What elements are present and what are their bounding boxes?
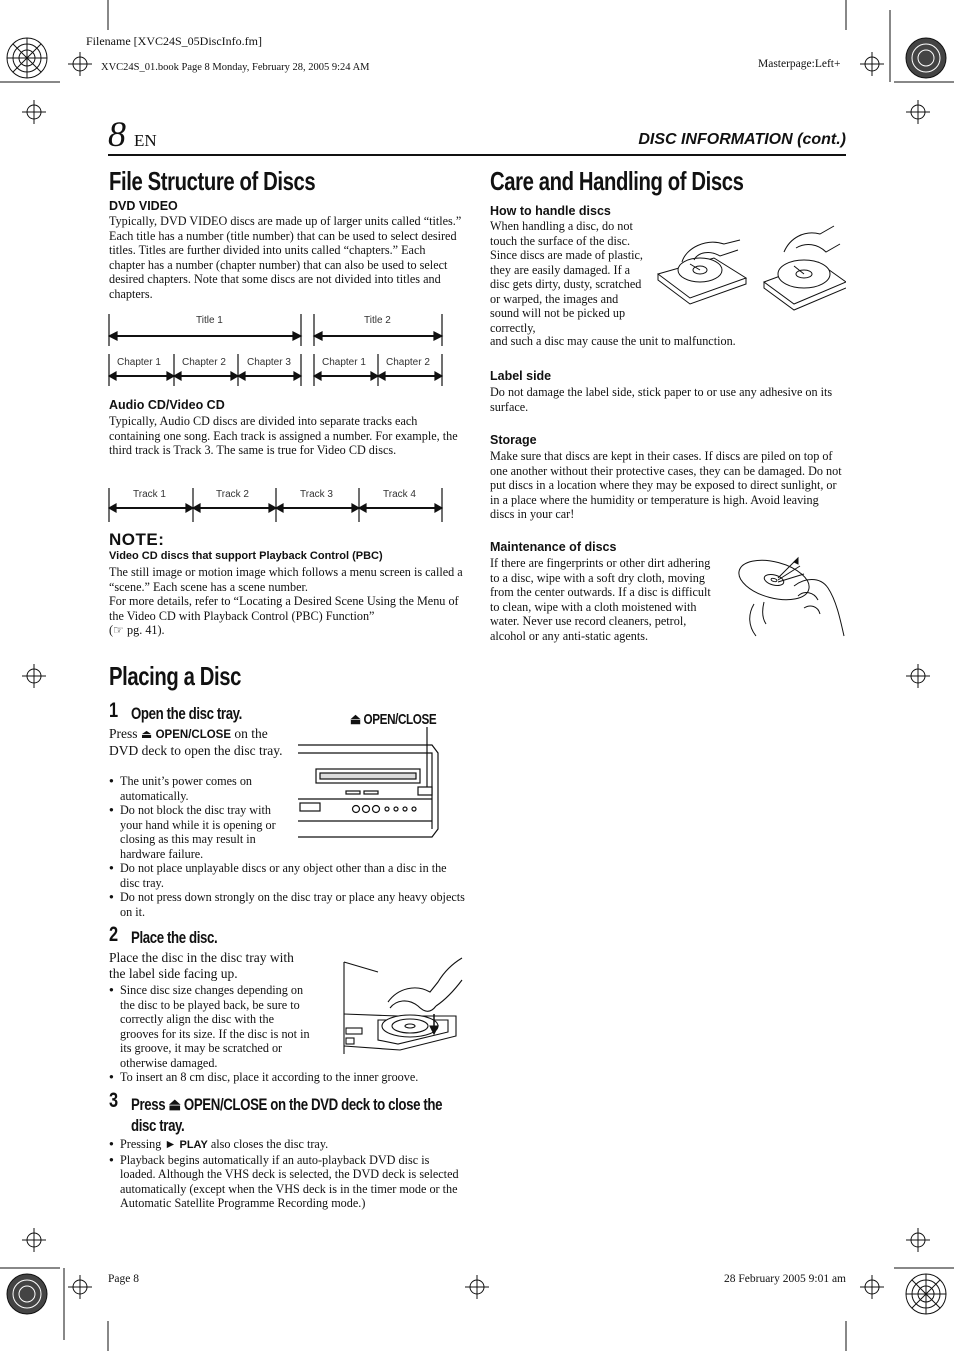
list-item: ● The unit’s power comes on automatically. xyxy=(109,774,289,803)
label-side-text: Do not damage the label side, stick paper to or use any adhesive on its surface. xyxy=(490,385,833,414)
list-item: ● Since disc size changes depending on the disc to be played back, be sure to correctly align the disc with the grooves for its size. If the disc is not in its groove, it may be scratched or otherwise damaged. xyxy=(109,983,315,1070)
audio-cd-heading: Audio CD/Video CD xyxy=(109,398,225,412)
dvd-structure-diagram xyxy=(108,312,448,390)
handle-discs-text: When handling a disc, do not touch the surface of the disc. Since discs are made of plastic, they are easily damaged. If a disc gets dirty, dusty, scratched or warped, the images and sound will not be picked up correctly, xyxy=(490,219,643,335)
crop-rosette-icon xyxy=(7,38,47,78)
diagram-label: Track 4 xyxy=(383,489,416,500)
crosshair-icon xyxy=(860,1275,884,1299)
crosshair-icon xyxy=(22,1228,46,1252)
dvd-video-heading: DVD VIDEO xyxy=(109,199,178,213)
dvd-video-text: Typically, DVD VIDEO discs are made up of larger units called “titles.” Each title has a number (title number) that can be used to select desired titles. Titles are further divided into units called “chapters.” Each chapter has a number (chapter number) that can also be used to select desired chapters. Note that some discs are not divided into titles and chapters. xyxy=(109,214,462,301)
crop-rosette-icon xyxy=(906,38,946,78)
diagram-label: Chapter 2 xyxy=(386,357,430,368)
file-structure-heading: File Structure of Discs xyxy=(109,166,316,196)
crosshair-icon xyxy=(906,664,930,688)
storage-text: Make sure that discs are kept in their cases. If discs are piled on top of one another without their protective cases, they can be damaged. Do not put discs in a location where they may be exposed to direct sunlight, or in a place where the humidity or temperature is high. Avoid leaving discs in your car! xyxy=(490,449,842,521)
step-title: Press ⏏ OPEN/CLOSE on the DVD deck to close the disc tray. xyxy=(131,1095,443,1135)
diagram-label: Title 2 xyxy=(364,315,391,326)
crosshair-icon xyxy=(860,52,884,76)
crosshair-icon xyxy=(22,100,46,124)
step-number: 3 xyxy=(109,1089,118,1112)
header-rule xyxy=(108,154,846,156)
step-title: Place the disc. xyxy=(131,928,218,947)
step2-instruction: Place the disc in the disc tray with the label side facing up. xyxy=(109,950,294,981)
crosshair-icon xyxy=(22,664,46,688)
language-label: EN xyxy=(134,131,157,150)
section-title: DISC INFORMATION (cont.) xyxy=(638,131,846,148)
crosshair-icon xyxy=(68,52,92,76)
step2-bullets-wide xyxy=(109,1070,465,1085)
footer-page-label: Page 8 xyxy=(108,1273,139,1285)
list-item: ● Do not press down strongly on the disc tray or place any heavy objects on it. xyxy=(109,890,465,919)
step1-instruction: Press ⏏ OPEN/CLOSE on the DVD deck to open the disc tray. xyxy=(109,726,283,758)
step1-bullets-narrow xyxy=(109,774,289,861)
note-title: NOTE: xyxy=(109,530,165,549)
disc-handling-illustration xyxy=(654,222,846,314)
step3-bullets xyxy=(109,1137,465,1211)
step1-bullets-wide xyxy=(109,861,465,919)
list-item: ● Pressing ► PLAY also closes the disc tray. xyxy=(109,1137,465,1153)
list-item: ● To insert an 8 cm disc, place it according to the inner groove. xyxy=(109,1070,465,1085)
label-side-heading: Label side xyxy=(490,369,552,383)
footer-date-label: 28 February 2005 9:01 am xyxy=(723,1273,846,1285)
list-item: ● Playback begins automatically if an auto-playback DVD disc is loaded. Although the VHS deck is selected, the DVD deck is selected automatically (except when the VHS deck is in the timer mode or the Automatic Satellite Programme Recording mode.) xyxy=(109,1153,465,1211)
masterpage-label: Masterpage:Left+ xyxy=(758,58,841,70)
crop-rosette-icon xyxy=(906,1274,946,1314)
eject-icon: ⏏ xyxy=(168,1095,181,1114)
crosshair-icon xyxy=(906,100,930,124)
note-text: The still image or motion image which follows a menu screen is called a “scene.” Each scene has a scene number. For more details, refer to “Locating a Desired Scene Using the Menu of the Video CD with Playback Control (PBC) Function” (☞ pg. 41). xyxy=(109,565,463,637)
storage-heading: Storage xyxy=(490,433,537,447)
list-item: ● Do not block the disc tray with your hand while it is opening or closing as this may result in hardware failure. xyxy=(109,803,289,861)
list-item: ● Do not place unplayable discs or any object other than a disc in the disc tray. xyxy=(109,861,465,890)
eject-icon: ⏏ xyxy=(350,711,364,728)
note-heading: Video CD discs that support Playback Control (PBC) xyxy=(109,550,383,562)
step-number: 2 xyxy=(109,923,118,946)
play-icon: ► xyxy=(164,1137,177,1151)
diagram-label: Chapter 3 xyxy=(247,357,291,368)
step-title: Open the disc tray. xyxy=(131,704,242,723)
handle-discs-text-cont: and such a disc may cause the unit to malfunction. xyxy=(490,334,736,348)
placing-disc-heading: Placing a Disc xyxy=(109,661,242,691)
eject-icon: ⏏ xyxy=(140,727,153,741)
care-handling-heading: Care and Handling of Discs xyxy=(490,166,744,196)
book-info-label: XVC24S_01.book Page 8 Monday, February 28, 2005 9:24 AM xyxy=(101,62,370,73)
figure-callout: ⏏ OPEN/CLOSE xyxy=(350,711,437,728)
disc-wiping-illustration xyxy=(734,556,846,640)
crosshair-icon xyxy=(906,1228,930,1252)
crosshair-icon xyxy=(465,1275,489,1299)
step2-bullets-narrow xyxy=(109,983,315,1070)
step-number: 1 xyxy=(109,699,118,722)
diagram-label: Track 2 xyxy=(216,489,249,500)
crop-rosette-icon xyxy=(7,1274,47,1314)
page-number: 8 xyxy=(108,114,126,154)
diagram-label: Chapter 2 xyxy=(182,357,226,368)
diagram-label: Track 3 xyxy=(300,489,333,500)
maintenance-heading: Maintenance of discs xyxy=(490,540,617,554)
audio-cd-text: Typically, Audio CD discs are divided into separate tracks each containing one song. Each track is assigned a number. For example, the third track is Track 3. The same is true for Video CD discs. xyxy=(109,414,458,457)
dvd-deck-illustration xyxy=(296,725,456,841)
diagram-label: Chapter 1 xyxy=(322,357,366,368)
diagram-label: Chapter 1 xyxy=(117,357,161,368)
maintenance-text: If there are fingerprints or other dirt adhering to a disc, wipe with a soft dry cloth, moving from the center outwards. If a disc is difficult to clean, wipe with a cloth moistened with water. Never use record cleaners, petrol, alcohol or any anti-static agents. xyxy=(490,556,711,643)
open-close-button-label: OPEN/CLOSE xyxy=(155,729,232,741)
filename-label: Filename [XVC24S_05DiscInfo.fm] xyxy=(86,34,262,48)
diagram-label: Title 1 xyxy=(196,315,223,326)
diagram-label: Track 1 xyxy=(133,489,166,500)
crosshair-icon xyxy=(68,1275,92,1299)
disc-tray-illustration xyxy=(338,954,466,1060)
handle-discs-heading: How to handle discs xyxy=(490,204,611,218)
